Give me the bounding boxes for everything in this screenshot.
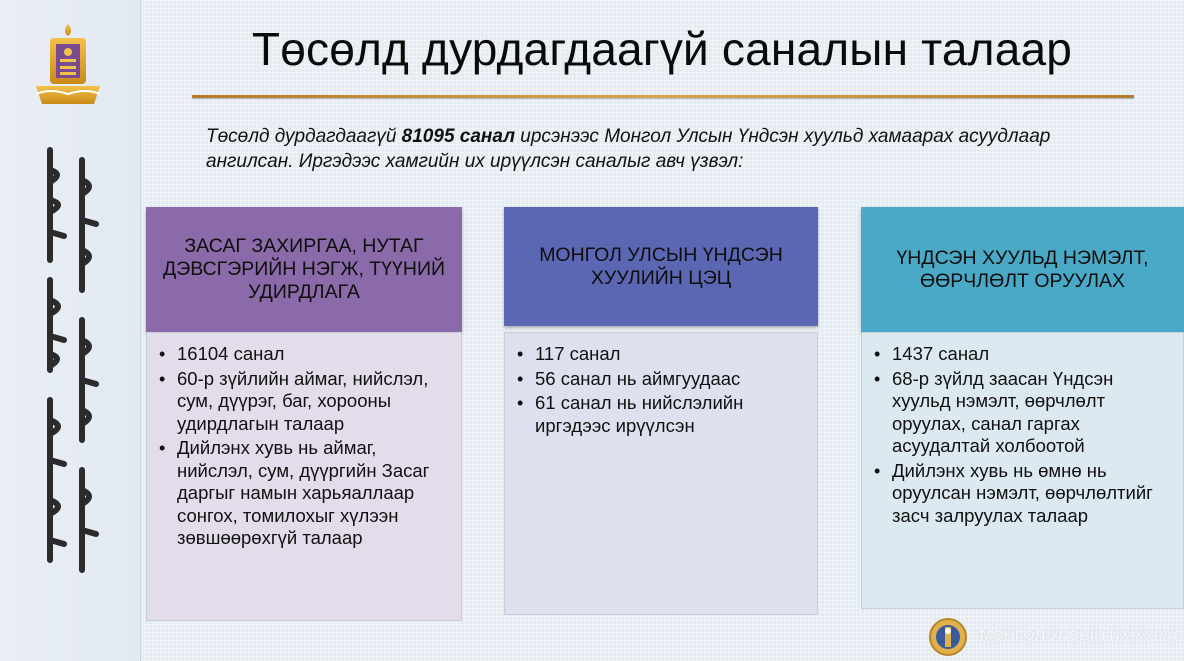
- intro-part2: ирсэнээс Монгол Улсын Үндсэн хуульд хамаарах асуудлаар ангилсан. Иргэдээс хамгийн их ирүүлсэн саналыг авч үзвэл:: [206, 126, 1051, 172]
- card-body: [146, 332, 462, 621]
- soyombo-emblem-icon: [30, 22, 106, 106]
- footer-label: МОНГОЛ УЛСЫН ИХ ХУРАЛ: [980, 627, 1184, 644]
- card-body: [504, 332, 818, 615]
- intro-part1: Төсөлд дурдагдаагүй: [206, 126, 402, 147]
- slide-title: Төсөлд дурдагдаагүй саналын талаар: [251, 23, 1073, 75]
- card-constitutional-amendment: [861, 207, 1184, 609]
- intro-text: [206, 124, 1126, 174]
- card-constitutional-court: [504, 207, 818, 615]
- list-item: • Дийлэнх хувь нь аймаг, нийслэл, сум, дүүргийн Засаг даргыг намын харьяаллаар сонгох, томилохыг хүлээн зөвшөөрөхгүй талаар: [159, 437, 447, 550]
- card-heading-text: ҮНДСЭН ХУУЛЬД НЭМЭЛТ, ӨӨРЧЛӨЛТ ОРУУЛАХ: [896, 246, 1149, 292]
- list-item: • 117 санал: [517, 343, 803, 366]
- list-item: • Дийлэнх хувь нь өмнө нь оруулсан нэмэлт, өөрчлөлтийг засч залруулах талаар: [874, 460, 1169, 528]
- card-local-administration: [146, 207, 462, 621]
- list-item: • 61 санал нь нийслэлийн иргэдээс ирүүлсэн: [517, 392, 803, 437]
- list-item: • 56 санал нь аймгуудаас: [517, 368, 803, 391]
- card-heading: [504, 207, 818, 326]
- card-heading: [861, 207, 1184, 332]
- card-heading-text: ЗАСАГ ЗАХИРГАА, НУТАГ ДЭВСГЭРИЙН НЭГЖ, ТҮҮНИЙ УДИРДЛАГА: [163, 235, 445, 303]
- sidebar: [0, 0, 141, 661]
- card-heading-text: МОНГОЛ УЛСЫН ҮНДСЭН ХУУЛИЙН ЦЭЦ: [539, 243, 783, 289]
- list-item: • 1437 санал: [874, 343, 1169, 366]
- list-item: • 68-р зүйлд заасан Үндсэн хуульд нэмэлт, өөрчлөлт оруулах, санал гаргах асуудалтай холбоотой: [874, 368, 1169, 458]
- list-item: • 60-р зүйлийн аймаг, нийслэл, сум, дүүрэг, баг, хорооны удирдлагын талаар: [159, 368, 447, 436]
- title-divider: [192, 95, 1134, 98]
- state-emblem-icon: [928, 617, 968, 657]
- card-body: [861, 332, 1184, 609]
- list-item: • 16104 санал: [159, 343, 447, 366]
- card-heading: [146, 207, 462, 332]
- mongolian-script-icon: [30, 140, 110, 580]
- intro-bold: 81095 санал: [401, 126, 516, 147]
